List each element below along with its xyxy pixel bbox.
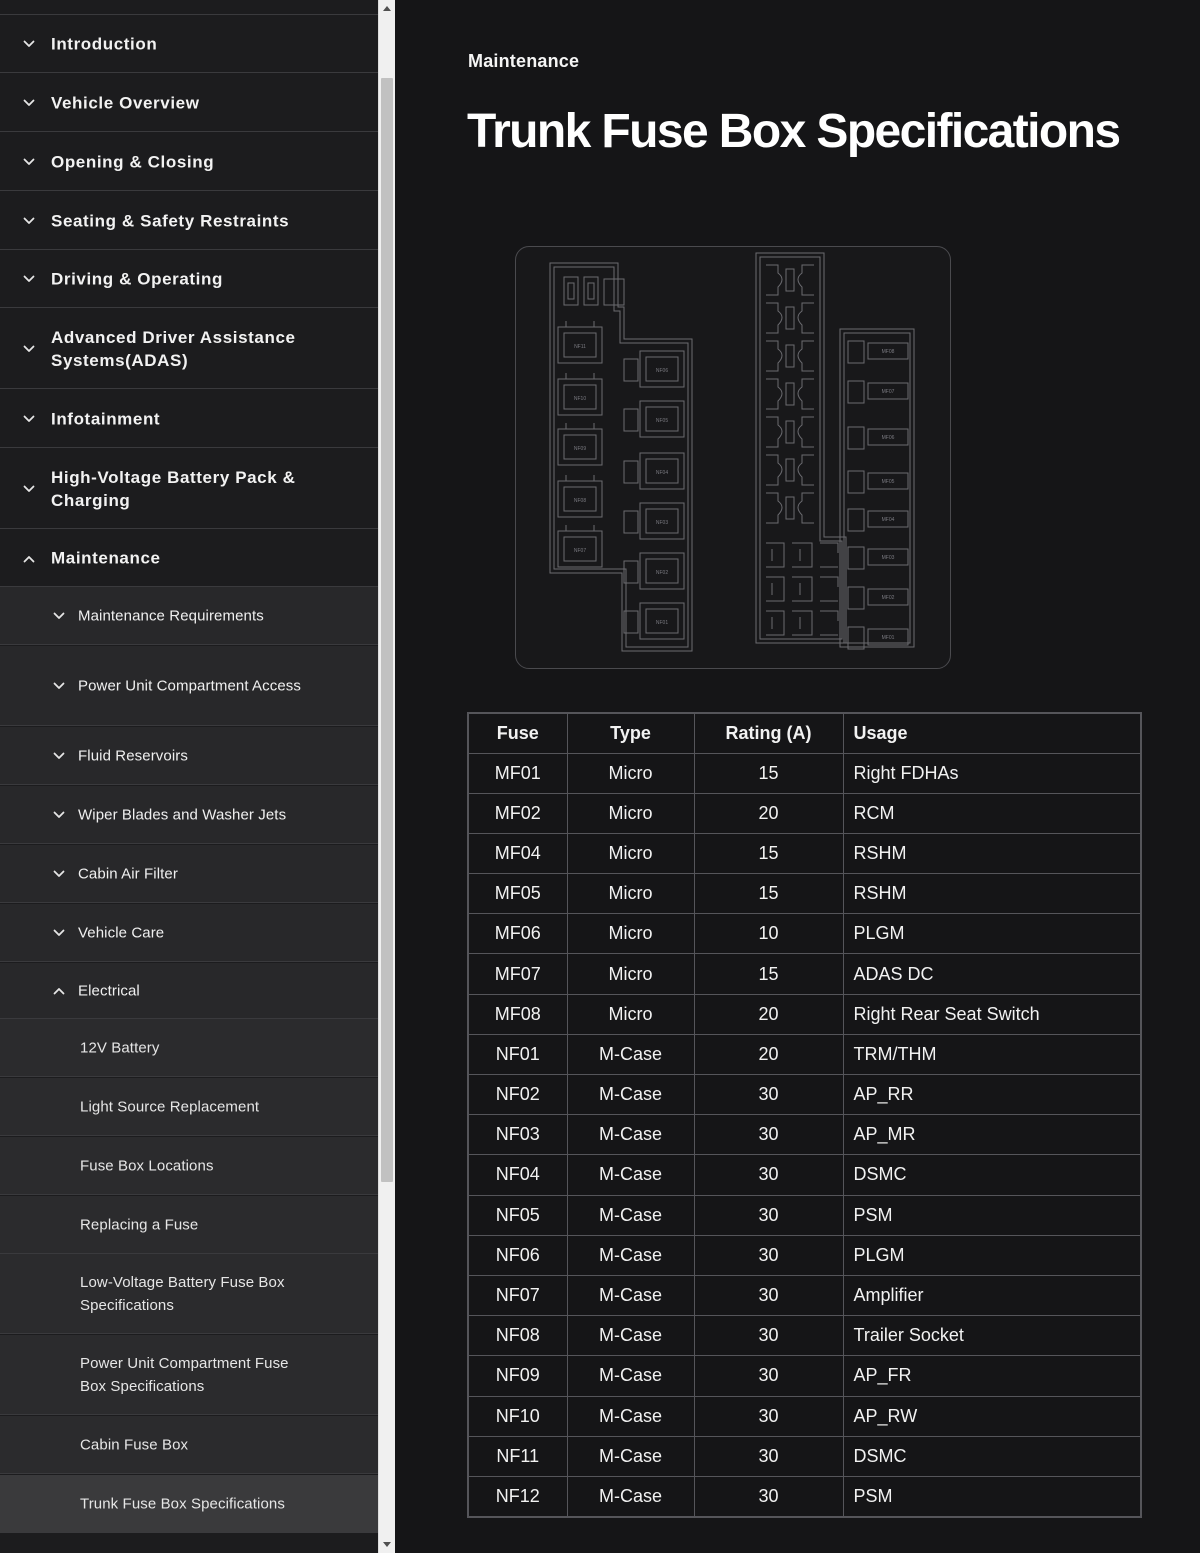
table-row xyxy=(468,954,1141,994)
chevron-up-icon[interactable] xyxy=(52,984,66,998)
fuse-slot-label: NF09 xyxy=(573,446,587,452)
cell-type: M-Case xyxy=(567,1275,694,1315)
connector xyxy=(848,427,864,449)
cell-type: M-Case xyxy=(567,1436,694,1476)
scroll-thumb[interactable] xyxy=(381,78,393,1182)
fuse-slot-leg xyxy=(566,475,594,481)
fuse-terminal xyxy=(786,307,794,329)
cell-fuse: NF12 xyxy=(468,1476,567,1516)
cell-fuse: NF11 xyxy=(468,1436,567,1476)
fuse-slot-label: NF01 xyxy=(655,620,669,626)
column-header-fuse: Fuse xyxy=(468,713,567,753)
fuse-terminal xyxy=(786,345,794,367)
chevron-down-icon[interactable] xyxy=(52,808,66,822)
fuse-terminal xyxy=(798,303,814,333)
cell-rating: 30 xyxy=(694,1436,843,1476)
cell-rating: 15 xyxy=(694,954,843,994)
cell-usage: PLGM xyxy=(843,914,1141,954)
cell-fuse: MF01 xyxy=(468,753,567,793)
fuse-terminal xyxy=(798,493,814,523)
relay-terminal xyxy=(792,543,812,567)
chevron-up-icon[interactable] xyxy=(22,552,36,566)
relay-terminal xyxy=(820,543,838,567)
cell-usage: AP_MR xyxy=(843,1115,1141,1155)
sidebar-item-label: Fluid Reservoirs xyxy=(78,747,188,764)
sidebar-item-label: 12V Battery xyxy=(80,1039,160,1056)
sidebar-item-low-voltage-battery-fuse-box-specifications[interactable] xyxy=(0,1254,378,1334)
cell-type: M-Case xyxy=(567,1396,694,1436)
connector xyxy=(624,461,638,483)
cell-fuse: MF07 xyxy=(468,954,567,994)
fuse-terminal xyxy=(766,455,782,485)
arrow-up-icon xyxy=(383,6,391,11)
sidebar-item-label: Low-Voltage Battery Fuse Box Specifications xyxy=(80,1273,285,1314)
cell-type: Micro xyxy=(567,874,694,914)
cell-usage: DSMC xyxy=(843,1436,1141,1476)
sidebar-item-label: Cabin Fuse Box xyxy=(80,1436,189,1453)
arrow-down-icon xyxy=(383,1542,391,1547)
scroll-up-button[interactable] xyxy=(379,0,395,17)
chevron-down-icon[interactable] xyxy=(22,412,36,426)
sidebar-item-cabin-air-filter[interactable] xyxy=(0,845,378,903)
column-header-rating: Rating (A) xyxy=(694,713,843,753)
fuse-terminal xyxy=(766,303,782,333)
sidebar-nav xyxy=(0,0,378,1553)
sidebar-item-introduction[interactable] xyxy=(0,15,378,73)
sidebar-item-driving-operating[interactable] xyxy=(0,250,378,308)
table-row xyxy=(468,1115,1141,1155)
sidebar-item-label: Seating & Safety Restraints xyxy=(51,211,290,230)
fuse-spec-table xyxy=(467,712,1142,1518)
cell-usage: AP_RR xyxy=(843,1075,1141,1115)
chevron-down-icon[interactable] xyxy=(22,96,36,110)
sidebar-item-power-unit-compartment-access[interactable] xyxy=(0,646,378,726)
fuse-terminal xyxy=(798,341,814,371)
left-fuse-block-inner xyxy=(554,267,688,647)
fuse-slot-label: NF08 xyxy=(573,498,587,504)
fuse-terminal xyxy=(766,341,782,371)
cell-fuse: MF06 xyxy=(468,914,567,954)
table-row xyxy=(468,1075,1141,1115)
table-header-row xyxy=(468,713,1141,753)
cell-type: M-Case xyxy=(567,1075,694,1115)
table-row xyxy=(468,914,1141,954)
chevron-down-icon[interactable] xyxy=(52,926,66,940)
relay-terminal xyxy=(820,577,838,601)
table-row xyxy=(468,1476,1141,1516)
cell-type: M-Case xyxy=(567,1034,694,1074)
sidebar-item-high-voltage-battery-pack-charging[interactable] xyxy=(0,449,378,529)
cell-usage: RSHM xyxy=(843,874,1141,914)
cell-fuse: NF08 xyxy=(468,1316,567,1356)
fuse-slot-leg xyxy=(566,423,594,429)
cell-rating: 15 xyxy=(694,753,843,793)
fuse-slot-label: MF08 xyxy=(881,349,895,355)
cell-rating: 30 xyxy=(694,1115,843,1155)
cell-rating: 30 xyxy=(694,1075,843,1115)
sidebar-item-label: Replacing a Fuse xyxy=(80,1216,199,1233)
table-row xyxy=(468,1436,1141,1476)
cell-fuse: NF02 xyxy=(468,1075,567,1115)
cell-fuse: NF03 xyxy=(468,1115,567,1155)
column-header-type: Type xyxy=(567,713,694,753)
cell-fuse: NF09 xyxy=(468,1356,567,1396)
cell-rating: 30 xyxy=(694,1316,843,1356)
chevron-down-icon[interactable] xyxy=(22,482,36,496)
cell-fuse: NF10 xyxy=(468,1396,567,1436)
sidebar-item-label: Vehicle Overview xyxy=(51,93,200,112)
sidebar-item-vehicle-care[interactable] xyxy=(0,904,378,962)
cell-usage: Right Rear Seat Switch xyxy=(843,994,1141,1034)
fuse-box-illustration xyxy=(516,247,952,670)
cell-type: M-Case xyxy=(567,1235,694,1275)
mf-fuse-block-inner xyxy=(844,333,910,643)
fuse-slot-label: MF03 xyxy=(881,555,895,561)
connector xyxy=(848,547,864,569)
cell-fuse: NF05 xyxy=(468,1195,567,1235)
cell-fuse: NF01 xyxy=(468,1034,567,1074)
cell-rating: 30 xyxy=(694,1476,843,1516)
cell-type: M-Case xyxy=(567,1195,694,1235)
sidebar-item-maintenance[interactable] xyxy=(0,530,378,587)
cell-usage: PLGM xyxy=(843,1235,1141,1275)
connector xyxy=(624,511,638,533)
cell-type: M-Case xyxy=(567,1155,694,1195)
cell-usage: AP_FR xyxy=(843,1356,1141,1396)
fuse-terminal xyxy=(786,421,794,443)
chevron-down-icon[interactable] xyxy=(52,609,66,623)
left-fuse-block xyxy=(550,263,692,651)
sidebar-item-trunk-fuse-box-specifications[interactable] xyxy=(0,1475,378,1533)
table-row xyxy=(468,1396,1141,1436)
breadcrumb[interactable]: Maintenance xyxy=(468,51,580,71)
cell-usage: DSMC xyxy=(843,1155,1141,1195)
cell-fuse: NF06 xyxy=(468,1235,567,1275)
fuse-terminal xyxy=(766,417,782,447)
sidebar-item-label: Introduction xyxy=(51,34,158,53)
cell-usage: RSHM xyxy=(843,833,1141,873)
fuse-slot-label: MF05 xyxy=(881,479,895,485)
cell-usage: AP_RW xyxy=(843,1396,1141,1436)
fuse-terminal xyxy=(798,455,814,485)
cell-fuse: MF08 xyxy=(468,994,567,1034)
fuse-slot-label: MF07 xyxy=(881,389,895,395)
sidebar-item-advanced-driver-assistance-systems-adas[interactable] xyxy=(0,309,378,389)
sidebar-item-label: Infotainment xyxy=(51,409,161,428)
sidebar-item-maintenance-requirements[interactable] xyxy=(0,587,378,645)
cell-type: Micro xyxy=(567,753,694,793)
sidebar-item-label: Maintenance Requirements xyxy=(78,607,264,624)
fuse-terminal xyxy=(786,497,794,519)
sidebar-item-label: Trunk Fuse Box Specifications xyxy=(80,1495,285,1512)
trunk-fuse-box-diagram xyxy=(515,246,951,669)
cell-usage: Trailer Socket xyxy=(843,1316,1141,1356)
table-row xyxy=(468,1316,1141,1356)
cell-rating: 20 xyxy=(694,994,843,1034)
cell-fuse: MF05 xyxy=(468,874,567,914)
sidebar-scrollbar[interactable] xyxy=(378,0,395,1553)
cell-rating: 30 xyxy=(694,1195,843,1235)
relay-terminal xyxy=(792,611,812,635)
cell-usage: TRM/THM xyxy=(843,1034,1141,1074)
connector xyxy=(624,409,638,431)
relay-terminal xyxy=(766,611,784,635)
chevron-down-icon[interactable] xyxy=(22,155,36,169)
cell-fuse: MF04 xyxy=(468,833,567,873)
diagram-outline xyxy=(588,283,594,299)
fuse-terminal xyxy=(766,379,782,409)
fuse-slot-leg xyxy=(566,373,594,379)
sidebar-item-vehicle-overview[interactable] xyxy=(0,74,378,132)
sidebar-item-label: Fuse Box Locations xyxy=(80,1157,214,1174)
chevron-down-icon[interactable] xyxy=(22,214,36,228)
cell-rating: 30 xyxy=(694,1235,843,1275)
cell-rating: 30 xyxy=(694,1396,843,1436)
chevron-down-icon[interactable] xyxy=(52,867,66,881)
sidebar-item-12v-battery[interactable] xyxy=(0,1019,378,1077)
connector xyxy=(848,587,864,609)
table-row xyxy=(468,1235,1141,1275)
fuse-terminal xyxy=(786,459,794,481)
cell-type: Micro xyxy=(567,833,694,873)
chevron-down-icon[interactable] xyxy=(22,342,36,356)
cell-rating: 30 xyxy=(694,1356,843,1396)
cell-type: M-Case xyxy=(567,1115,694,1155)
cell-type: M-Case xyxy=(567,1476,694,1516)
cell-rating: 30 xyxy=(694,1275,843,1315)
table-row xyxy=(468,1155,1141,1195)
fuse-slot-label: NF11 xyxy=(574,344,586,350)
fuse-slot-label: MF02 xyxy=(881,595,895,601)
cell-rating: 15 xyxy=(694,874,843,914)
sidebar-item-fuse-box-locations[interactable] xyxy=(0,1137,378,1195)
page-title: Trunk Fuse Box Specifications xyxy=(467,105,1120,158)
fuse-slot-label: MF01 xyxy=(881,635,895,641)
chevron-down-icon[interactable] xyxy=(22,272,36,286)
connector xyxy=(848,381,864,403)
sidebar-item-infotainment[interactable] xyxy=(0,390,378,448)
chevron-down-icon[interactable] xyxy=(52,749,66,763)
relay-terminal xyxy=(766,543,784,567)
sidebar-item-label: Maintenance xyxy=(51,548,161,568)
cell-type: Micro xyxy=(567,994,694,1034)
cell-usage: Amplifier xyxy=(843,1275,1141,1315)
chevron-down-icon[interactable] xyxy=(22,37,36,51)
table-row xyxy=(468,994,1141,1034)
relay-terminal xyxy=(766,577,784,601)
column-header-usage: Usage xyxy=(843,713,1141,753)
cell-fuse: NF07 xyxy=(468,1275,567,1315)
fuse-slot-label: NF03 xyxy=(655,520,669,526)
sidebar-item-label: Power Unit Compartment Fuse Box Specifications xyxy=(80,1354,289,1395)
table-row xyxy=(468,1356,1141,1396)
sidebar-item-label: Vehicle Care xyxy=(78,924,165,941)
cell-fuse: NF04 xyxy=(468,1155,567,1195)
sidebar-item-replacing-a-fuse[interactable] xyxy=(0,1196,378,1254)
sidebar-item-label: Cabin Air Filter xyxy=(78,865,178,882)
cell-rating: 20 xyxy=(694,793,843,833)
fuse-slot-label: NF07 xyxy=(573,548,587,554)
chevron-down-icon[interactable] xyxy=(52,679,66,693)
table-row xyxy=(468,1034,1141,1074)
sidebar-item-label: Advanced Driver Assistance Systems(ADAS) xyxy=(51,327,296,370)
cell-usage: PSM xyxy=(843,1476,1141,1516)
cell-fuse: MF02 xyxy=(468,793,567,833)
connector xyxy=(848,341,864,363)
fuse-slot-label: NF06 xyxy=(655,368,669,374)
table-row xyxy=(468,874,1141,914)
fuse-slot-leg xyxy=(566,525,594,531)
fuse-terminal xyxy=(798,417,814,447)
sidebar-item-opening-closing[interactable] xyxy=(0,133,378,191)
fuse-slot-label: MF06 xyxy=(881,435,895,441)
sidebar-item-label: Light Source Replacement xyxy=(80,1098,260,1115)
fuse-slot-label: MF04 xyxy=(881,517,895,523)
fuse-slot-label: NF02 xyxy=(655,570,669,576)
cell-rating: 20 xyxy=(694,1034,843,1074)
cell-type: Micro xyxy=(567,914,694,954)
cell-usage: PSM xyxy=(843,1195,1141,1235)
connector xyxy=(624,359,638,381)
cell-type: M-Case xyxy=(567,1316,694,1356)
cell-usage: ADAS DC xyxy=(843,954,1141,994)
fuse-terminal xyxy=(786,269,794,291)
center-fuse-block-inner xyxy=(760,257,842,639)
fuse-slot-label: NF05 xyxy=(655,418,669,424)
sidebar-item-label: High-Voltage Battery Pack & Charging xyxy=(51,467,296,510)
fuse-slot-leg xyxy=(566,321,594,327)
cell-usage: Right FDHAs xyxy=(843,753,1141,793)
table-row xyxy=(468,1275,1141,1315)
sidebar-item-cabin-fuse-box[interactable] xyxy=(0,1416,378,1474)
cell-type: M-Case xyxy=(567,1356,694,1396)
main-content xyxy=(395,0,1200,1553)
table-row xyxy=(468,833,1141,873)
relay-terminal xyxy=(820,611,838,635)
cell-type: Micro xyxy=(567,954,694,994)
sidebar-item-power-unit-compartment-fuse-box-specifications[interactable] xyxy=(0,1335,378,1415)
table-row xyxy=(468,1195,1141,1235)
cell-type: Micro xyxy=(567,793,694,833)
fuse-slot-label: NF10 xyxy=(573,396,587,402)
fuse-slot-label: NF04 xyxy=(655,470,669,476)
sidebar-item-label: Electrical xyxy=(78,982,140,999)
sidebar-item-label: Driving & Operating xyxy=(51,269,223,288)
mf-fuse-block xyxy=(840,329,914,647)
connector xyxy=(848,627,864,649)
cell-rating: 15 xyxy=(694,833,843,873)
fuse-terminal xyxy=(766,493,782,523)
sidebar-item-label: Power Unit Compartment Access xyxy=(78,677,301,694)
table-row xyxy=(468,793,1141,833)
fuse-terminal xyxy=(798,265,814,295)
connector xyxy=(584,277,598,305)
fuse-terminal xyxy=(786,383,794,405)
fuse-terminal xyxy=(766,265,782,295)
relay-terminal xyxy=(792,577,812,601)
sidebar-item-label: Wiper Blades and Washer Jets xyxy=(78,806,287,823)
sidebar-item-seating-safety-restraints[interactable] xyxy=(0,192,378,250)
scroll-down-button[interactable] xyxy=(379,1536,395,1553)
diagram-outline xyxy=(568,283,574,299)
sidebar-item-light-source-replacement[interactable] xyxy=(0,1078,378,1136)
connector xyxy=(848,509,864,531)
sidebar-item-wiper-blades-and-washer-jets[interactable] xyxy=(0,786,378,844)
cell-usage: RCM xyxy=(843,793,1141,833)
table-row xyxy=(468,753,1141,793)
cell-rating: 30 xyxy=(694,1155,843,1195)
cell-rating: 10 xyxy=(694,914,843,954)
connector xyxy=(848,471,864,493)
sidebar-item-fluid-reservoirs[interactable] xyxy=(0,727,378,785)
connector xyxy=(564,277,578,305)
fuse-terminal xyxy=(798,379,814,409)
sidebar-item-electrical[interactable] xyxy=(0,963,378,1019)
sidebar-item-label: Opening & Closing xyxy=(51,152,215,171)
